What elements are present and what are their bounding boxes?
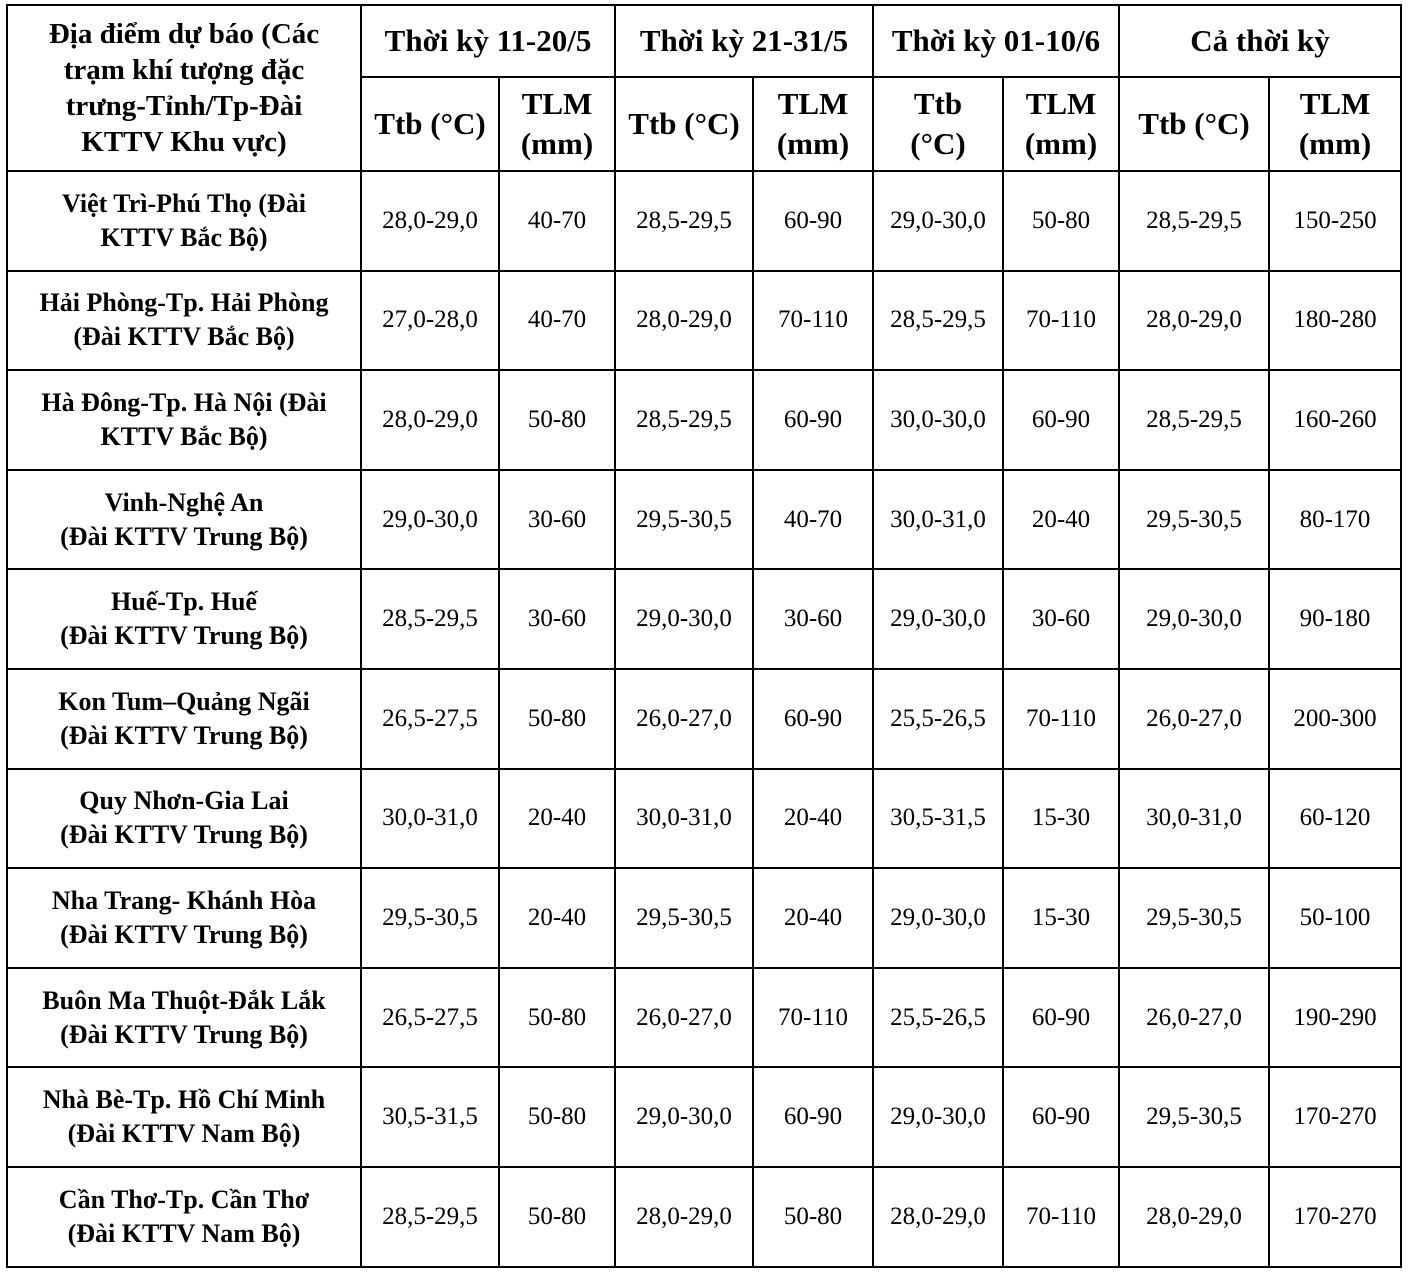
tlm-value: 70-110: [1003, 1167, 1119, 1267]
ttb-value: 26,0-27,0: [1119, 669, 1269, 769]
ttb-value: 26,0-27,0: [615, 669, 753, 769]
location-cell: Hải Phòng-Tp. Hải Phòng (Đài KTTV Bắc Bộ): [7, 271, 361, 371]
tlm-value: 60-90: [753, 669, 873, 769]
tlm-value: 40-70: [499, 271, 615, 371]
tlm-value: 80-170: [1269, 470, 1401, 570]
tlm-value: 50-80: [499, 1167, 615, 1267]
forecast-table: [6, 4, 1402, 1268]
tlm-value: 50-80: [499, 669, 615, 769]
tlm-value: 20-40: [1003, 470, 1119, 570]
ttb-value: 29,0-30,0: [873, 1067, 1003, 1167]
ttb-value: 26,0-27,0: [615, 968, 753, 1068]
tlm-value: 20-40: [753, 769, 873, 869]
ttb-value: 25,5-26,5: [873, 669, 1003, 769]
table-row: [7, 769, 1401, 869]
tlm-value: 160-260: [1269, 370, 1401, 470]
tlm-value: 180-280: [1269, 271, 1401, 371]
tlm-value: 60-90: [1003, 370, 1119, 470]
ttb-value: 28,0-29,0: [615, 1167, 753, 1267]
ttb-value: 28,0-29,0: [1119, 1167, 1269, 1267]
location-cell: Việt Trì-Phú Thọ (Đài KTTV Bắc Bộ): [7, 171, 361, 271]
location-cell: Cần Thơ-Tp. Cần Thơ (Đài KTTV Nam Bộ): [7, 1167, 361, 1267]
period-header: Thời kỳ 21-31/5: [615, 5, 873, 77]
location-cell: Buôn Ma Thuột-Đắk Lắk (Đài KTTV Trung Bộ): [7, 968, 361, 1068]
tlm-header: TLM (mm): [1269, 77, 1401, 171]
tlm-value: 30-60: [1003, 569, 1119, 669]
location-cell: Vinh-Nghệ An (Đài KTTV Trung Bộ): [7, 470, 361, 570]
ttb-value: 29,5-30,5: [1119, 1067, 1269, 1167]
tlm-value: 60-90: [1003, 968, 1119, 1068]
location-cell: Nhà Bè-Tp. Hồ Chí Minh (Đài KTTV Nam Bộ): [7, 1067, 361, 1167]
ttb-header: Ttb (°C): [873, 77, 1003, 171]
ttb-value: 29,5-30,5: [361, 868, 499, 968]
tlm-value: 170-270: [1269, 1067, 1401, 1167]
ttb-value: 29,5-30,5: [615, 470, 753, 570]
ttb-value: 30,5-31,5: [361, 1067, 499, 1167]
ttb-value: 28,5-29,5: [361, 569, 499, 669]
tlm-header: TLM (mm): [1003, 77, 1119, 171]
ttb-header: Ttb (°C): [615, 77, 753, 171]
ttb-value: 30,0-31,0: [1119, 769, 1269, 869]
tlm-value: 60-120: [1269, 769, 1401, 869]
ttb-value: 29,0-30,0: [873, 171, 1003, 271]
ttb-value: 30,0-31,0: [615, 769, 753, 869]
tlm-value: 70-110: [1003, 271, 1119, 371]
ttb-value: 26,5-27,5: [361, 968, 499, 1068]
location-cell: Kon Tum–Quảng Ngãi (Đài KTTV Trung Bộ): [7, 669, 361, 769]
ttb-value: 29,0-30,0: [873, 569, 1003, 669]
table-row: [7, 171, 1401, 271]
tlm-header: TLM (mm): [753, 77, 873, 171]
location-cell: Hà Đông-Tp. Hà Nội (Đài KTTV Bắc Bộ): [7, 370, 361, 470]
ttb-header: Ttb (°C): [361, 77, 499, 171]
ttb-header: Ttb (°C): [1119, 77, 1269, 171]
table-row: [7, 569, 1401, 669]
ttb-value: 28,5-29,5: [615, 370, 753, 470]
ttb-value: 28,5-29,5: [1119, 171, 1269, 271]
ttb-value: 25,5-26,5: [873, 968, 1003, 1068]
tlm-value: 15-30: [1003, 868, 1119, 968]
table-row: [7, 968, 1401, 1068]
table-header: [7, 5, 1401, 171]
tlm-header: TLM (mm): [499, 77, 615, 171]
table-row: [7, 669, 1401, 769]
tlm-value: 40-70: [499, 171, 615, 271]
tlm-value: 30-60: [499, 470, 615, 570]
location-cell: Huế-Tp. Huế (Đài KTTV Trung Bộ): [7, 569, 361, 669]
ttb-value: 28,0-29,0: [1119, 271, 1269, 371]
ttb-value: 28,5-29,5: [873, 271, 1003, 371]
ttb-value: 28,5-29,5: [1119, 370, 1269, 470]
tlm-value: 70-110: [753, 968, 873, 1068]
tlm-value: 30-60: [753, 569, 873, 669]
location-header: Địa điểm dự báo (Các trạm khí tượng đặc trưng-Tỉnh/Tp-Đài KTTV Khu vực): [7, 5, 361, 171]
ttb-value: 28,0-29,0: [361, 370, 499, 470]
ttb-value: 30,5-31,5: [873, 769, 1003, 869]
ttb-value: 30,0-30,0: [873, 370, 1003, 470]
ttb-value: 28,5-29,5: [361, 1167, 499, 1267]
table-row: [7, 370, 1401, 470]
ttb-value: 29,0-30,0: [615, 569, 753, 669]
tlm-value: 15-30: [1003, 769, 1119, 869]
tlm-value: 50-80: [1003, 171, 1119, 271]
tlm-value: 20-40: [499, 868, 615, 968]
ttb-value: 29,5-30,5: [615, 868, 753, 968]
table-row: [7, 1067, 1401, 1167]
tlm-value: 50-80: [499, 370, 615, 470]
period-header: Thời kỳ 11-20/5: [361, 5, 615, 77]
table-body: [7, 171, 1401, 1267]
ttb-value: 29,0-30,0: [1119, 569, 1269, 669]
location-cell: Nha Trang- Khánh Hòa (Đài KTTV Trung Bộ): [7, 868, 361, 968]
ttb-value: 26,0-27,0: [1119, 968, 1269, 1068]
tlm-value: 40-70: [753, 470, 873, 570]
table-row: [7, 271, 1401, 371]
ttb-value: 26,5-27,5: [361, 669, 499, 769]
table-row: [7, 1167, 1401, 1267]
table-row: [7, 868, 1401, 968]
location-cell: Quy Nhơn-Gia Lai (Đài KTTV Trung Bộ): [7, 769, 361, 869]
tlm-value: 50-80: [753, 1167, 873, 1267]
tlm-value: 60-90: [753, 370, 873, 470]
ttb-value: 29,0-30,0: [615, 1067, 753, 1167]
tlm-value: 70-110: [753, 271, 873, 371]
period-header: Cả thời kỳ: [1119, 5, 1401, 77]
period-header: Thời kỳ 01-10/6: [873, 5, 1119, 77]
tlm-value: 20-40: [499, 769, 615, 869]
tlm-value: 200-300: [1269, 669, 1401, 769]
ttb-value: 29,0-30,0: [361, 470, 499, 570]
tlm-value: 60-90: [753, 1067, 873, 1167]
tlm-value: 150-250: [1269, 171, 1401, 271]
ttb-value: 28,0-29,0: [361, 171, 499, 271]
tlm-value: 90-180: [1269, 569, 1401, 669]
tlm-value: 70-110: [1003, 669, 1119, 769]
ttb-value: 29,5-30,5: [1119, 470, 1269, 570]
ttb-value: 28,5-29,5: [615, 171, 753, 271]
tlm-value: 170-270: [1269, 1167, 1401, 1267]
ttb-value: 29,5-30,5: [1119, 868, 1269, 968]
ttb-value: 30,0-31,0: [873, 470, 1003, 570]
ttb-value: 28,0-29,0: [873, 1167, 1003, 1267]
tlm-value: 30-60: [499, 569, 615, 669]
ttb-value: 30,0-31,0: [361, 769, 499, 869]
ttb-value: 29,0-30,0: [873, 868, 1003, 968]
table-row: [7, 470, 1401, 570]
tlm-value: 60-90: [753, 171, 873, 271]
tlm-value: 60-90: [1003, 1067, 1119, 1167]
ttb-value: 27,0-28,0: [361, 271, 499, 371]
tlm-value: 50-100: [1269, 868, 1401, 968]
tlm-value: 50-80: [499, 1067, 615, 1167]
tlm-value: 50-80: [499, 968, 615, 1068]
tlm-value: 190-290: [1269, 968, 1401, 1068]
ttb-value: 28,0-29,0: [615, 271, 753, 371]
tlm-value: 20-40: [753, 868, 873, 968]
